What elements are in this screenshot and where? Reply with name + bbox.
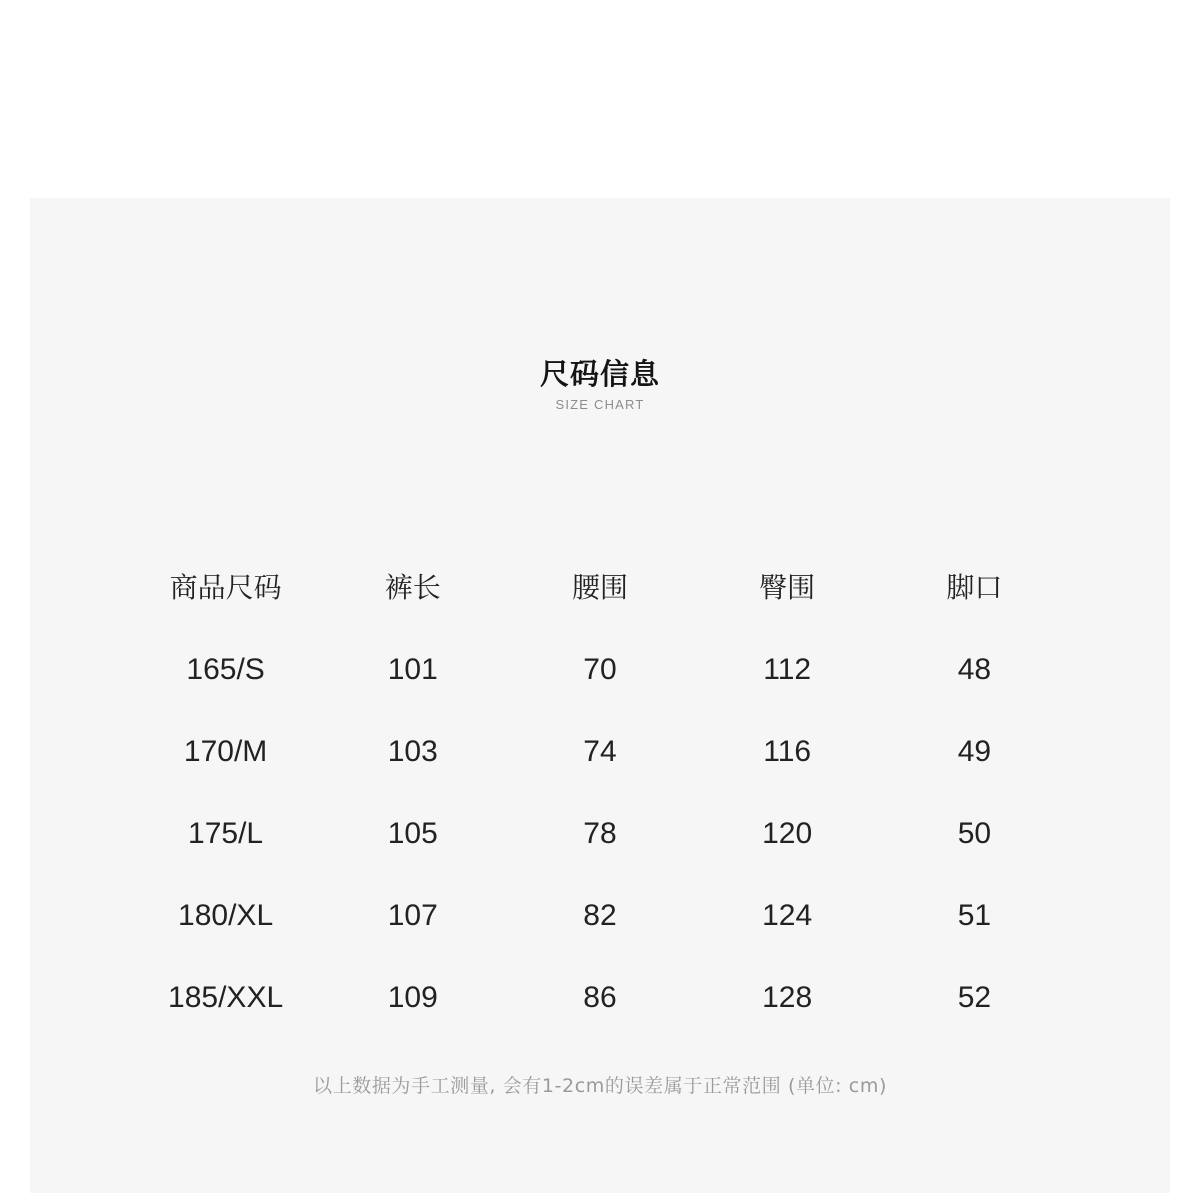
- column-header-waist: 腰围: [571, 571, 628, 604]
- measurement-note: 以上数据为手工测量, 会有1-2cm的误差属于正常范围 (单位: cm): [313, 1075, 887, 1097]
- table-cell-waist: 74: [583, 735, 617, 768]
- column-header-size: 商品尺码: [169, 571, 282, 604]
- table-cell-hip: 112: [763, 653, 812, 686]
- table-cell-waist: 82: [583, 899, 617, 932]
- column-header-length: 裤长: [384, 571, 441, 604]
- table-row: [132, 875, 1068, 957]
- table-cell-hem: 50: [957, 817, 992, 850]
- size-table: [132, 545, 1068, 1039]
- table-cell-hip: 116: [763, 735, 812, 768]
- table-cell-hem: 51: [957, 899, 992, 932]
- page-title: 尺码信息: [539, 357, 660, 391]
- table-row: [132, 793, 1068, 875]
- column-header-hip: 臀围: [759, 571, 816, 604]
- table-cell-hem: 49: [957, 735, 992, 768]
- table-cell-waist: 86: [583, 981, 617, 1014]
- page-subtitle: SIZE CHART: [555, 397, 645, 412]
- table-cell-length: 103: [387, 735, 438, 768]
- table-cell-hem: 52: [957, 981, 992, 1014]
- table-cell-length: 101: [387, 653, 438, 686]
- table-cell-size: 175/L: [188, 817, 264, 850]
- table-cell-length: 105: [387, 817, 438, 850]
- table-cell-hip: 128: [762, 981, 813, 1014]
- table-row: [132, 711, 1068, 793]
- table-row: [132, 629, 1068, 711]
- table-cell-hip: 120: [762, 817, 813, 850]
- table-cell-size: 180/XL: [178, 899, 274, 932]
- table-cell-waist: 70: [583, 653, 617, 686]
- table-cell-length: 109: [387, 981, 438, 1014]
- table-cell-hem: 48: [957, 653, 992, 686]
- table-cell-length: 107: [387, 899, 438, 932]
- table-header-row: [132, 545, 1068, 629]
- table-row: [132, 957, 1068, 1039]
- table-cell-size: 170/M: [183, 735, 268, 768]
- table-cell-size: 165/S: [186, 653, 265, 686]
- table-cell-hip: 124: [762, 899, 813, 932]
- table-cell-size: 185/XXL: [168, 981, 284, 1014]
- table-cell-waist: 78: [583, 817, 617, 850]
- column-header-hem: 脚口: [946, 571, 1003, 604]
